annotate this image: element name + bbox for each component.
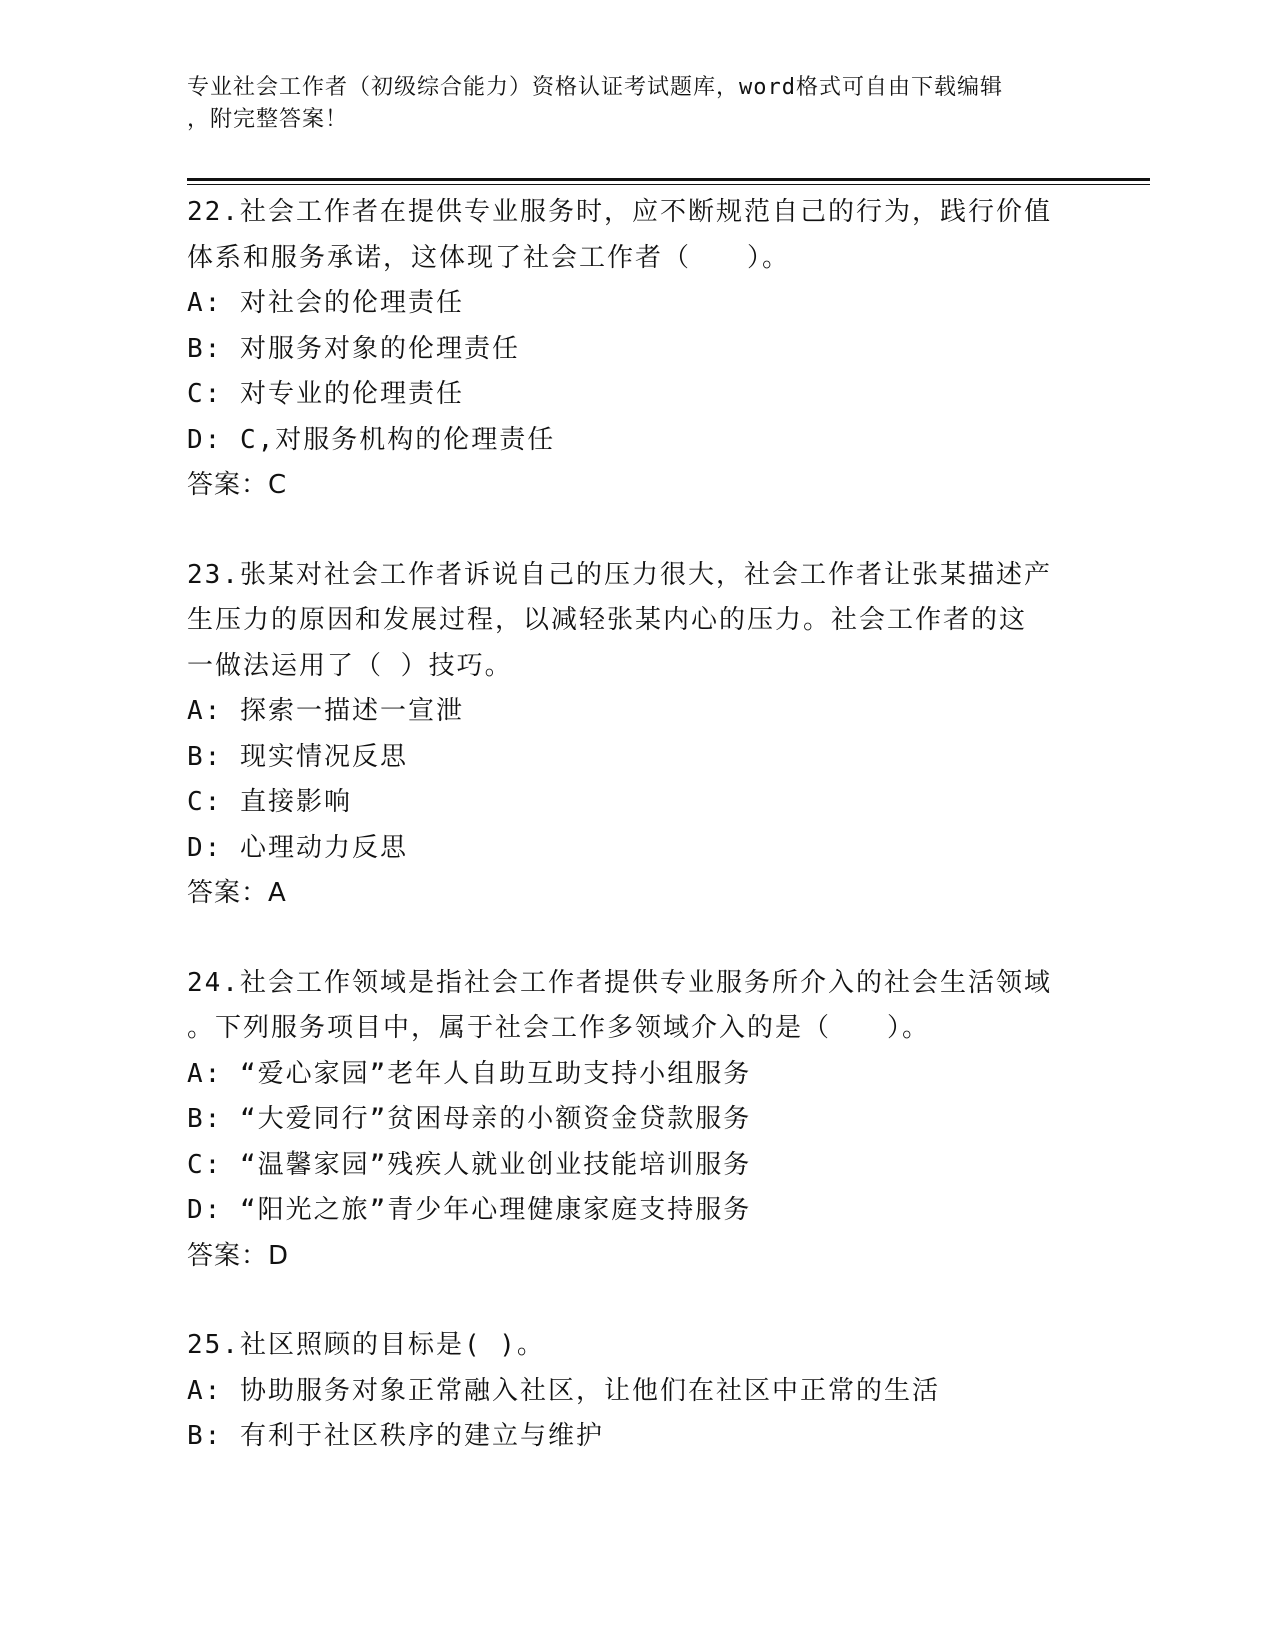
header-line-2: ，附完整答案！	[187, 107, 349, 132]
option-a: A: 探索一描述一宣泄	[187, 696, 464, 726]
option-c: C: “温馨家园”残疾人就业创业技能培训服务	[187, 1149, 752, 1180]
document-header	[187, 72, 1087, 136]
question-stem-line: 25.社区照顾的目标是( )。	[187, 1330, 545, 1360]
option-d: D: “阳光之旅”青少年心理健康家庭支持服务	[187, 1195, 752, 1225]
question-25	[187, 1323, 1107, 1460]
question-stem-line: 24.社会工作领域是指社会工作者提供专业服务所介入的社会生活领域	[187, 967, 1052, 998]
question-stem-line: 一做法运用了（ ）技巧。	[187, 650, 513, 681]
option-c: C: 直接影响	[187, 787, 352, 817]
option-c: C: 对专业的伦理责任	[187, 379, 464, 409]
option-b: B: 对服务对象的伦理责任	[187, 333, 520, 364]
option-b: B: “大爱同行”贫困母亲的小额资金贷款服务	[187, 1104, 752, 1134]
question-23	[187, 553, 1107, 917]
answer-line: 答案：D	[187, 1240, 290, 1271]
option-a: A: 对社会的伦理责任	[187, 288, 464, 318]
option-a: A: “爱心家园”老年人自助互助支持小组服务	[187, 1058, 752, 1089]
question-stem-line: 生压力的原因和发展过程，以减轻张某内心的压力。社会工作者的这	[187, 605, 1028, 635]
option-b: B: 有利于社区秩序的建立与维护	[187, 1421, 604, 1451]
header-divider-thin	[187, 184, 1150, 185]
question-24	[187, 961, 1107, 1280]
answer-line: 答案：C	[187, 470, 288, 500]
header-line-1: 专业社会工作者（初级综合能力）资格认证考试题库，word格式可自由下载编辑	[187, 75, 1003, 100]
answer-line: 答案：A	[187, 878, 287, 908]
header-divider-thick	[187, 178, 1150, 181]
option-b: B: 现实情况反思	[187, 741, 408, 772]
option-d: D: 心理动力反思	[187, 832, 408, 863]
question-stem-line: 体系和服务承诺，这体现了社会工作者（ ）。	[187, 242, 791, 273]
option-d: D: C,对服务机构的伦理责任	[187, 424, 556, 455]
question-22	[187, 190, 1107, 509]
question-stem-line: 22.社会工作者在提供专业服务时，应不断规范自己的行为，践行价值	[187, 197, 1052, 227]
question-stem-line: 。下列服务项目中，属于社会工作多领域介入的是（ ）。	[187, 1013, 931, 1043]
question-stem-line: 23.张某对社会工作者诉说自己的压力很大，社会工作者让张某描述产	[187, 559, 1052, 590]
option-a: A: 协助服务对象正常融入社区，让他们在社区中正常的生活	[187, 1375, 940, 1406]
question-list	[187, 190, 1107, 1504]
